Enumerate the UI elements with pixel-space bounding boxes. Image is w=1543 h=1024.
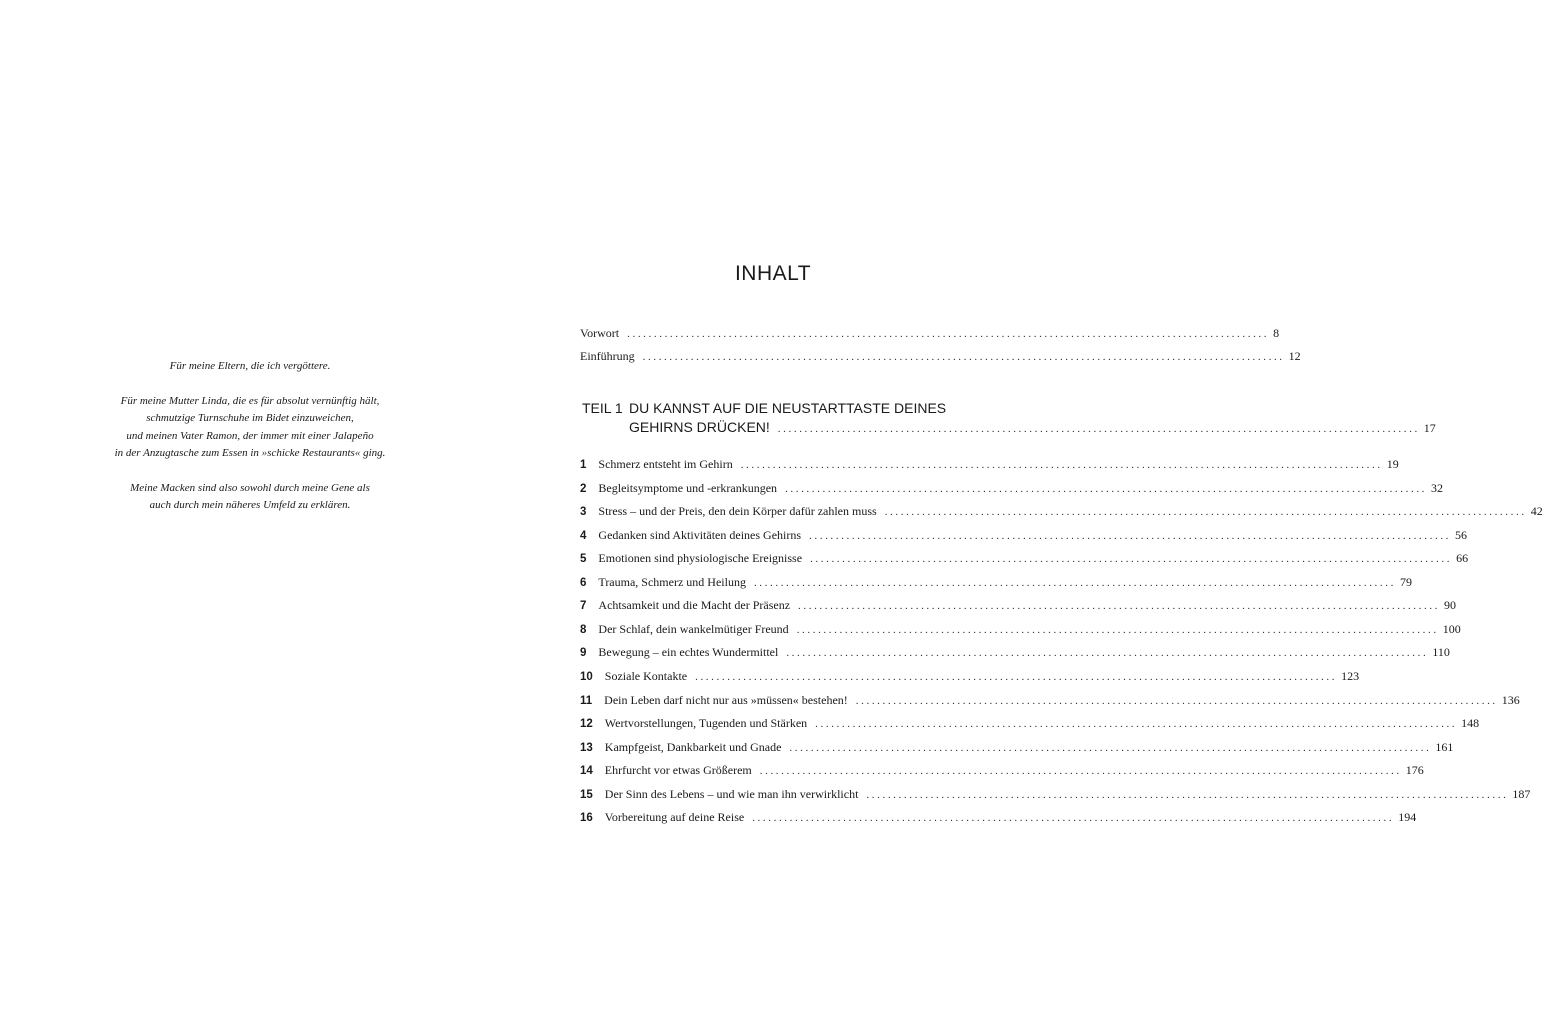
toc-chapter-6[interactable]: [580, 574, 1412, 591]
chapter-title: Kampfgeist, Dankbarkeit und Gnade: [604, 739, 782, 754]
chapter-title: Bewegung – ein echtes Wundermittel: [598, 645, 779, 660]
chapter-title: Gedanken sind Aktivitäten deines Gehirns: [598, 527, 802, 542]
chapter-title: Wertvorstellungen, Tugenden und Stärken: [604, 716, 808, 730]
chapter-number: 5: [580, 553, 587, 566]
chapter-title: Ehrfurcht vor etwas Größerem: [604, 763, 752, 778]
chapter-page: 19: [1386, 457, 1399, 471]
chapter-page: 100: [1442, 621, 1461, 636]
chapter-number: 3: [580, 506, 587, 519]
chapter-page: 176: [1405, 763, 1424, 778]
dedication-line: und meinen Vater Ramon, der immer mit einer Jalapeño: [126, 429, 374, 442]
chapter-page: 187: [1512, 786, 1531, 801]
dedication: [100, 358, 400, 532]
dedication-line: Für meine Mutter Linda, die es für absolut vernünftig hält,: [120, 394, 380, 407]
dot-leader: ........................................................................................................................: [866, 788, 1509, 801]
dot-leader: ........................................................................................................................: [855, 694, 1498, 707]
dot-leader: ........................................................................................................................: [752, 812, 1395, 825]
chapter-number: 9: [580, 647, 587, 660]
chapter-page: 32: [1431, 480, 1444, 495]
chapter-number: 15: [580, 788, 593, 801]
toc-entry-label: Vorwort: [580, 326, 620, 340]
dot-leader: ........................................................................................................................: [785, 482, 1428, 495]
dot-leader: ........................................................................................................................: [777, 423, 1420, 435]
chapter-page: 79: [1399, 574, 1412, 589]
chapter-page: 110: [1432, 645, 1450, 660]
dot-leader: ........................................................................................................................: [884, 506, 1527, 519]
dedication-line: schmutzige Turnschuhe im Bidet einzuweichen,: [146, 412, 354, 424]
chapter-title: Emotionen sind physiologische Ereignisse: [598, 551, 803, 566]
toc-chapter-1[interactable]: [580, 457, 1399, 473]
chapter-number: 13: [580, 741, 593, 754]
toc-entry-page: 12: [1288, 349, 1301, 363]
toc-chapter-14[interactable]: [580, 763, 1424, 779]
chapter-title: Der Schlaf, dein wankelmütiger Freund: [598, 621, 789, 636]
chapter-page: 66: [1456, 551, 1469, 566]
dot-leader: ........................................................................................................................: [789, 741, 1432, 754]
chapter-page: 123: [1341, 669, 1360, 683]
toc-chapter-4[interactable]: [580, 527, 1468, 544]
chapter-page: 194: [1398, 810, 1417, 825]
toc-chapter-13[interactable]: [580, 739, 1454, 756]
dot-leader: ........................................................................................................................: [798, 600, 1441, 613]
dedication-paragraph-2: [100, 393, 400, 463]
chapter-title: Trauma, Schmerz und Heilung: [598, 574, 746, 589]
chapter-title: Achtsamkeit und die Macht der Präsenz: [598, 598, 791, 613]
toc-chapter-2[interactable]: [580, 480, 1444, 497]
chapter-number: 16: [580, 812, 593, 825]
chapter-page: 148: [1461, 716, 1480, 730]
chapter-page: 90: [1444, 598, 1457, 613]
chapter-number: 7: [580, 600, 587, 613]
toc-chapter-9[interactable]: [580, 645, 1450, 661]
toc-chapter-10[interactable]: [580, 669, 1360, 685]
chapter-page: 136: [1501, 692, 1520, 707]
toc-title: INHALT: [734, 262, 812, 285]
chapter-number: 11: [580, 694, 593, 707]
chapter-title: Der Sinn des Lebens – und wie man ihn verwirklicht: [604, 786, 859, 801]
toc-chapter-15[interactable]: [580, 786, 1531, 803]
dot-leader: ........................................................................................................................: [753, 576, 1396, 589]
chapter-number: 10: [580, 671, 593, 683]
toc-entry-page: 8: [1273, 326, 1280, 340]
dot-leader: ........................................................................................................................: [786, 647, 1429, 660]
part-title-line2: GEHIRNS DRÜCKEN!: [629, 419, 770, 435]
chapter-title: Soziale Kontakte: [604, 669, 688, 683]
chapter-number: 12: [580, 718, 593, 730]
part-label: TEIL 1: [582, 400, 623, 416]
dot-leader: ........................................................................................................................: [642, 351, 1285, 363]
toc-chapter-5[interactable]: [580, 551, 1469, 567]
chapter-title: Schmerz entsteht im Gehirn: [598, 457, 733, 471]
chapter-title: Dein Leben darf nicht nur aus »müssen« bestehen!: [604, 692, 848, 707]
chapter-number: 2: [580, 482, 587, 495]
toc-chapter-16[interactable]: [580, 810, 1417, 826]
toc-chapter-11[interactable]: [580, 692, 1520, 709]
chapter-page: 161: [1435, 739, 1454, 754]
chapter-number: 14: [580, 765, 593, 778]
dedication-paragraph-1: [100, 358, 400, 376]
dot-leader: ........................................................................................................................: [809, 529, 1452, 542]
dot-leader: ........................................................................................................................: [815, 718, 1458, 730]
dot-leader: ........................................................................................................................: [695, 671, 1338, 683]
chapter-number: 1: [580, 459, 587, 471]
toc-entry-part-1[interactable]: [629, 419, 1436, 435]
chapter-number: 6: [580, 576, 587, 589]
part-title-line1[interactable]: DU KANNST AUF DIE NEUSTARTTASTE DEINES: [629, 400, 947, 416]
toc-chapter-8[interactable]: [580, 621, 1461, 638]
dedication-line: in der Anzugtasche zum Essen in »schicke Restaurants« ging.: [114, 447, 386, 459]
dot-leader: ........................................................................................................................: [740, 459, 1383, 471]
chapter-title: Begleitsymptome und -erkrankungen: [598, 480, 778, 495]
chapter-title: Vorbereitung auf deine Reise: [604, 810, 745, 825]
chapter-page: 56: [1455, 527, 1468, 542]
toc-chapter-12[interactable]: [580, 716, 1480, 732]
toc-entry-einfuehrung[interactable]: [580, 349, 1301, 365]
toc-entry-label: Einführung: [580, 349, 635, 363]
dot-leader: ........................................................................................................................: [796, 623, 1439, 636]
dedication-line: Für meine Eltern, die ich vergöttere.: [169, 360, 331, 372]
chapter-title: Stress – und der Preis, den dein Körper dafür zahlen muss: [598, 504, 877, 519]
toc-entry-vorwort[interactable]: [580, 326, 1280, 342]
chapter-number: 8: [580, 623, 587, 636]
toc-chapter-3[interactable]: [580, 504, 1543, 520]
toc-chapter-7[interactable]: [580, 598, 1457, 614]
dedication-line: auch durch mein näheres Umfeld zu erklären.: [149, 499, 351, 511]
dot-leader: ........................................................................................................................: [759, 765, 1402, 778]
dedication-paragraph-3: [100, 480, 400, 515]
chapter-number: 4: [580, 529, 587, 542]
dedication-line: Meine Macken sind also sowohl durch meine Gene als: [130, 481, 370, 494]
chapter-page: 42: [1530, 504, 1543, 519]
dot-leader: ........................................................................................................................: [627, 328, 1270, 340]
dot-leader: ........................................................................................................................: [810, 553, 1453, 566]
toc-entry-page: 17: [1423, 421, 1436, 435]
